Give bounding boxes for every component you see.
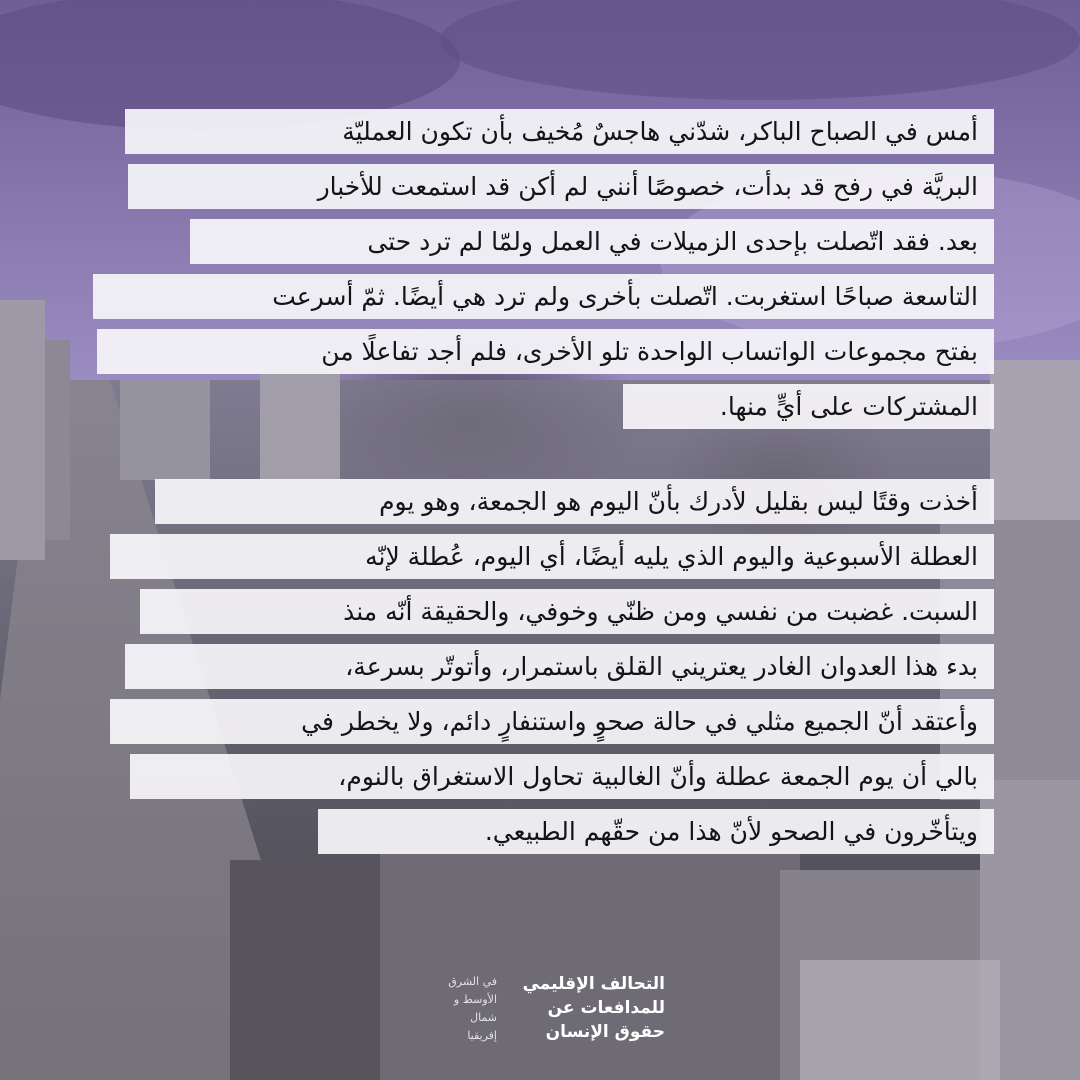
paragraph-2-line: وأعتقد أنّ الجميع مثلي في حالة صحوٍ واستنفارٍ دائم، ولا يخطر في bbox=[110, 699, 994, 744]
logo-title-line: التحالف الإقليمي bbox=[522, 974, 665, 994]
paragraph-1-line: أمس في الصباح الباكر، شدّني هاجسٌ مُخيف بأن تكون العمليّة bbox=[125, 109, 994, 154]
logo-subtitle-line: الأوسط و bbox=[453, 993, 497, 1006]
logo-subtitle-line: في الشرق bbox=[448, 975, 497, 988]
paragraph-2-line: بالي أن يوم الجمعة عطلة وأنّ الغالبية تحاول الاستغراق بالنوم، bbox=[130, 754, 994, 799]
paragraph-1-line: بعد. فقد اتّصلت بإحدى الزميلات في العمل ولمّا لم ترد حتى bbox=[190, 219, 994, 264]
paragraph-2-line: ويتأخّرون في الصحو لأنّ هذا من حقّهم الطبيعي. bbox=[318, 809, 994, 854]
paragraph-2-line: أخذت وقتًا ليس بقليل لأدرك بأنّ اليوم هو الجمعة، وهو يوم bbox=[155, 479, 994, 524]
paragraph-1-line: التاسعة صباحًا استغربت. اتّصلت بأخرى ولم ترد هي أيضًا. ثمّ أسرعت bbox=[93, 274, 994, 319]
paragraph-1-line: المشتركات على أيٍّ منها. bbox=[623, 384, 994, 429]
paragraph-2-line: بدء هذا العدوان الغادر يعتريني القلق باستمرار، وأتوتّر بسرعة، bbox=[125, 644, 994, 689]
logo-title-line: حقوق الإنسان bbox=[545, 1022, 665, 1042]
paragraph-1-line: بفتح مجموعات الواتساب الواحدة تلو الأخرى، فلم أجد تفاعلًا من bbox=[97, 329, 994, 374]
paragraph-2-line: السبت. غضبت من نفسي ومن ظنّي وخوفي، والحقيقة أنّه منذ bbox=[140, 589, 994, 634]
paragraph-2-line: العطلة الأسبوعية واليوم الذي يليه أيضًا، أي اليوم، عُطلة لإنّه bbox=[110, 534, 994, 579]
logo-subtitle-line: شمال bbox=[470, 1011, 497, 1024]
paragraph-1-line: البريَّة في رفح قد بدأت، خصوصًا أنني لم أكن قد استمعت للأخبار bbox=[128, 164, 994, 209]
logo-title-line: للمدافعات عن bbox=[547, 998, 665, 1018]
logo-subtitle-line: إفريقيا bbox=[467, 1029, 497, 1042]
